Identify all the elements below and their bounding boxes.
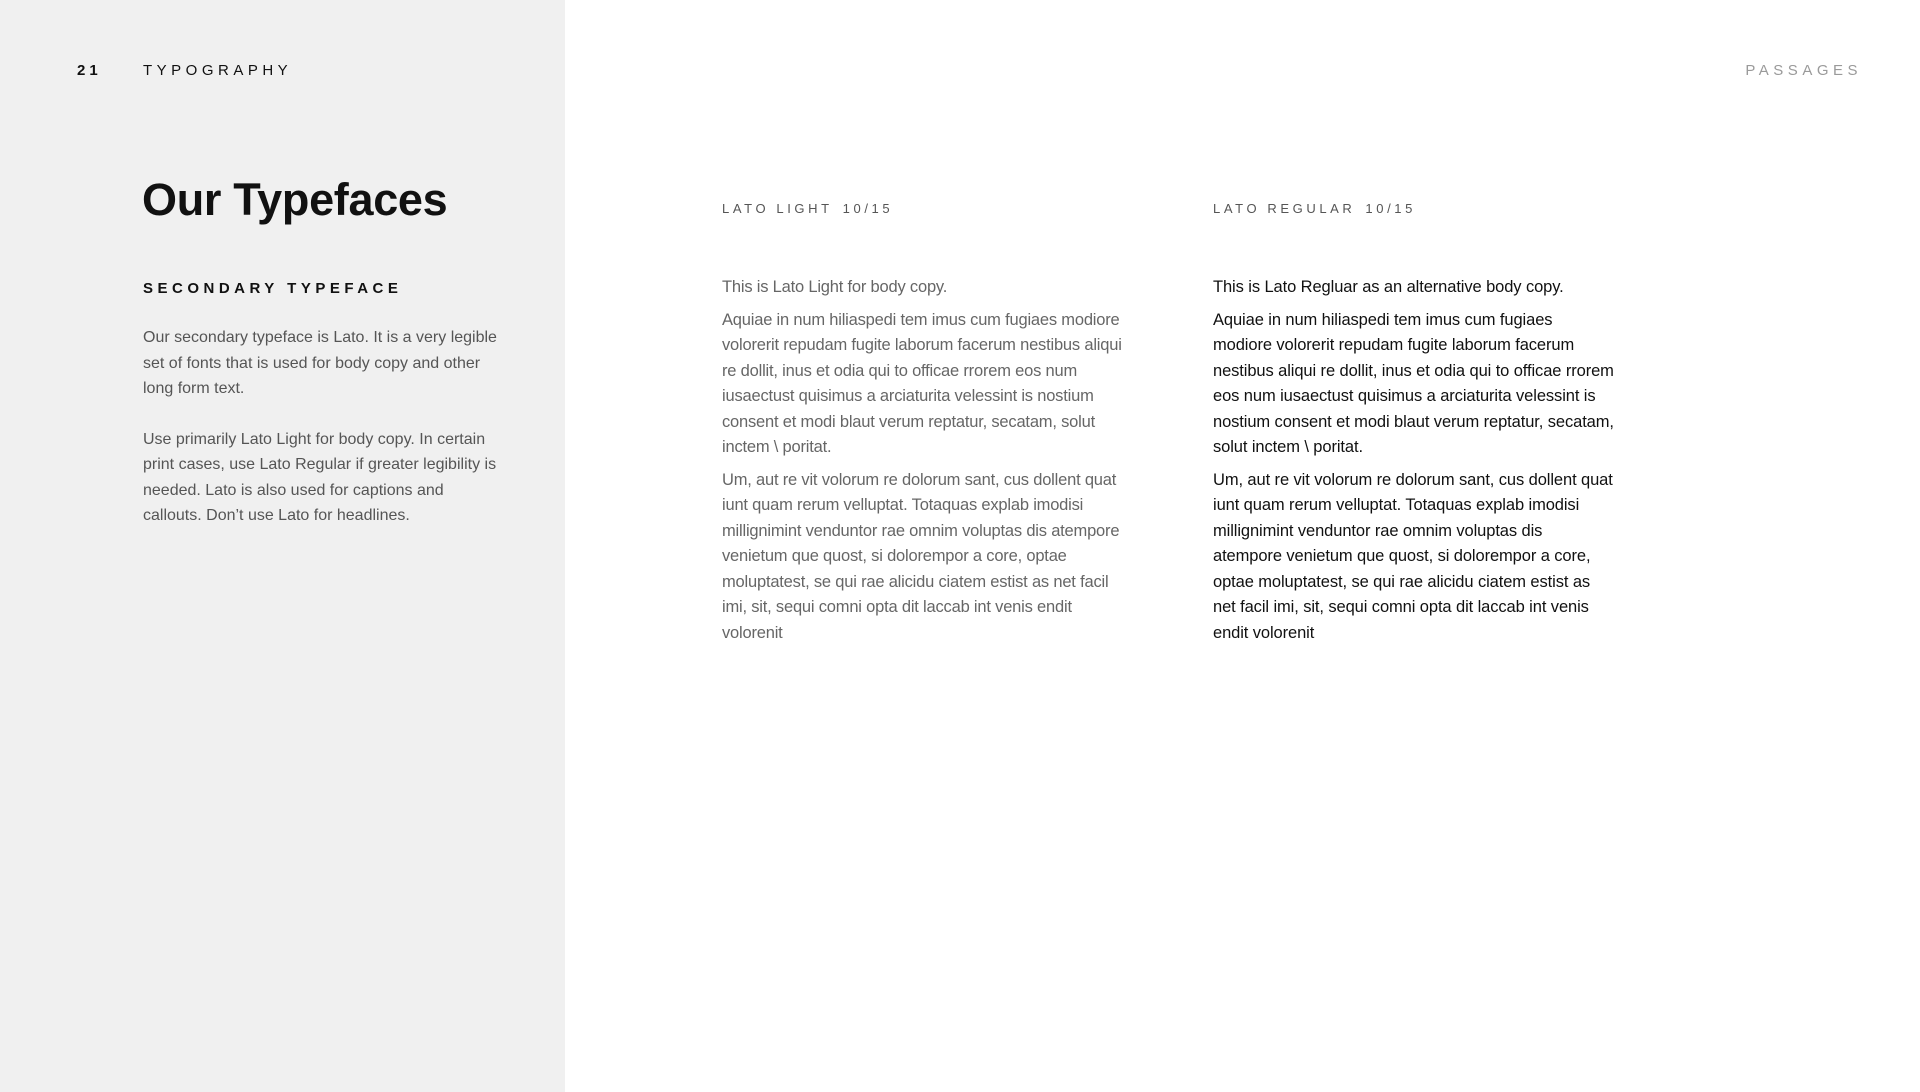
- intro-text: [143, 325, 503, 554]
- lato-light-sample: [722, 275, 1124, 653]
- spec-font-size: 10/15: [1365, 201, 1416, 216]
- spec-font-name: LATO LIGHT: [722, 201, 833, 216]
- sample-paragraph: Aquiae in num hiliaspedi tem imus cum fugiaes modiore volorerit repudam fugite laborum facerum nestibus aliqui re dollit, inus et odia qui to officae rrorem eos num iusaectust quisimus a arciaturita velessint is nostium consent et modi blaut verum reptatur, secatam, solut inctem \ poritat.: [1213, 310, 1614, 456]
- brand-label: PASSAGES: [1745, 62, 1862, 79]
- lato-regular-spec-label: [1213, 201, 1416, 216]
- sample-paragraph: Um, aut re vit volorum re dolorum sant, cus dollent quat iunt quam rerum velluptat. Totaquas explab imodisi millignimint venduntor rae omnim voluptas dis atempore venietum que quost, si dolorempor a core, optae moluptatest, se qui rae alicidu ciatem estist as net facil imi, sit, sequi comni opta dit laccab int venis endit volorenit: [722, 470, 1120, 642]
- sample-paragraph: Aquiae in num hiliaspedi tem imus cum fugiaes modiore volorerit repudam fugite laborum facerum nestibus aliqui re dollit, inus et odia qui to officae rrorem eos num iusaectust quisimus a arciaturita velessint is nostium consent et modi blaut verum reptatur, secatam, solut inctem \ poritat.: [722, 310, 1122, 456]
- sample-paragraph: Um, aut re vit volorum re dolorum sant, cus dollent quat iunt quam rerum velluptat. Totaquas explab imodisi millignimint venduntor rae omnim voluptas dis atempore venietum que quost, si dolorempor a core, optae moluptatest, se qui rae alicidu ciatem estist as net facil imi, sit, sequi comni opta dit laccab int venis endit volorenit: [1213, 470, 1613, 642]
- lato-regular-sample: [1213, 275, 1615, 653]
- spec-font-size: 10/15: [842, 201, 894, 216]
- sample-paragraph: This is Lato Regluar as an alternative body copy.: [1213, 278, 1564, 296]
- lato-light-spec-label: [722, 201, 893, 216]
- intro-paragraph: Use primarily Lato Light for body copy. In certain print cases, use Lato Regular if greater legibility is needed. Lato is also used for captions and callouts. Don’t use Lato for headlines.: [143, 430, 497, 524]
- intro-paragraph: Our secondary typeface is Lato. It is a very legible set of fonts that is used for body copy and other long form text.: [143, 329, 497, 397]
- secondary-typeface-heading: SECONDARY TYPEFACE: [143, 280, 403, 297]
- spec-font-name: LATO REGULAR: [1213, 201, 1356, 216]
- page-title: Our Typefaces: [142, 174, 448, 225]
- sample-paragraph: This is Lato Light for body copy.: [722, 278, 948, 296]
- page-number: 21: [77, 62, 102, 79]
- section-label: TYPOGRAPHY: [143, 62, 293, 79]
